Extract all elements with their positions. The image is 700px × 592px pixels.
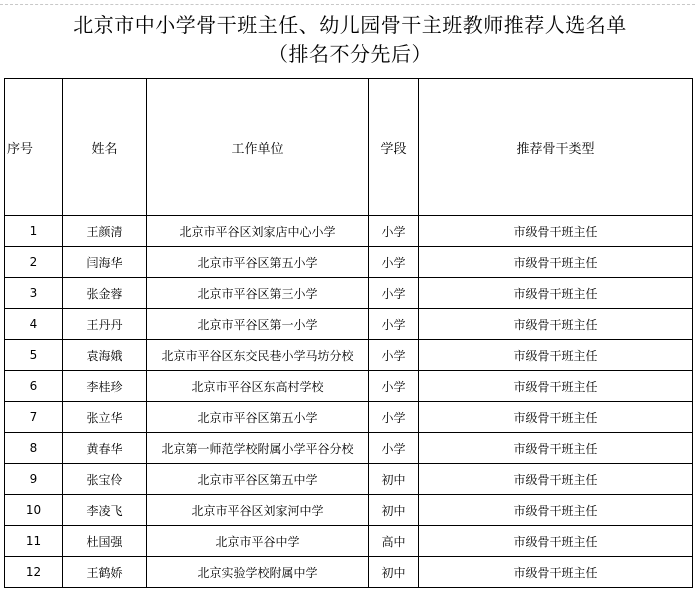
title-block (0, 6, 700, 76)
cell-unit: 北京市平谷区第一小学 (147, 309, 369, 340)
cell-unit: 北京市平谷区东高村学校 (147, 371, 369, 402)
cell-unit: 北京市平谷中学 (147, 526, 369, 557)
header-index: 序号 (5, 79, 63, 216)
cell-index: 8 (5, 433, 63, 464)
table-row (5, 247, 693, 278)
cell-type: 市级骨干班主任 (419, 495, 693, 526)
cell-stage: 小学 (369, 340, 419, 371)
cell-type: 市级骨干班主任 (419, 526, 693, 557)
cell-index: 6 (5, 371, 63, 402)
cell-name: 张立华 (63, 402, 147, 433)
page-right-edge (696, 0, 700, 592)
cell-unit: 北京市平谷区东交民巷小学马坊分校 (147, 340, 369, 371)
cell-unit: 北京市平谷区刘家店中心小学 (147, 216, 369, 247)
cell-name: 李桂珍 (63, 371, 147, 402)
cell-index: 1 (5, 216, 63, 247)
cell-name: 黄春华 (63, 433, 147, 464)
table-row (5, 464, 693, 495)
table-row (5, 371, 693, 402)
cell-stage: 初中 (369, 557, 419, 588)
cell-index: 11 (5, 526, 63, 557)
cell-index: 5 (5, 340, 63, 371)
cell-type: 市级骨干班主任 (419, 278, 693, 309)
cell-stage: 初中 (369, 464, 419, 495)
cell-index: 3 (5, 278, 63, 309)
header-name: 姓名 (63, 79, 147, 216)
cell-type: 市级骨干班主任 (419, 216, 693, 247)
cell-name: 王丹丹 (63, 309, 147, 340)
cell-name: 王鹤娇 (63, 557, 147, 588)
cell-type: 市级骨干班主任 (419, 402, 693, 433)
cell-stage: 小学 (369, 433, 419, 464)
table-header-row (5, 79, 693, 216)
header-stage: 学段 (369, 79, 419, 216)
page-title: 北京市中小学骨干班主任、幼儿园骨干主班教师推荐人选名单 (73, 13, 627, 37)
cell-unit: 北京市平谷区刘家河中学 (147, 495, 369, 526)
table-row (5, 402, 693, 433)
table-row (5, 216, 693, 247)
cell-unit: 北京市平谷区第五小学 (147, 247, 369, 278)
cell-name: 李凌飞 (63, 495, 147, 526)
cell-unit: 北京市平谷区第五中学 (147, 464, 369, 495)
cell-type: 市级骨干班主任 (419, 371, 693, 402)
cell-name: 张宝伶 (63, 464, 147, 495)
cell-stage: 小学 (369, 402, 419, 433)
table-row (5, 340, 693, 371)
cell-unit: 北京市平谷区第三小学 (147, 278, 369, 309)
cell-index: 12 (5, 557, 63, 588)
cell-name: 王颜清 (63, 216, 147, 247)
table-row (5, 309, 693, 340)
cell-unit: 北京第一师范学校附属小学平谷分校 (147, 433, 369, 464)
cell-index: 4 (5, 309, 63, 340)
cell-name: 袁海娥 (63, 340, 147, 371)
cell-type: 市级骨干班主任 (419, 433, 693, 464)
cell-type: 市级骨干班主任 (419, 557, 693, 588)
header-type: 推荐骨干类型 (419, 79, 693, 216)
cell-name: 张金蓉 (63, 278, 147, 309)
cell-unit: 北京市平谷区第五小学 (147, 402, 369, 433)
page-top-edge (0, 0, 700, 5)
table-row (5, 526, 693, 557)
cell-unit: 北京实验学校附属中学 (147, 557, 369, 588)
table-row (5, 495, 693, 526)
table-row (5, 557, 693, 588)
cell-stage: 高中 (369, 526, 419, 557)
cell-stage: 小学 (369, 278, 419, 309)
page-subtitle: （排名不分先后） (268, 42, 432, 66)
cell-index: 9 (5, 464, 63, 495)
cell-name: 闫海华 (63, 247, 147, 278)
cell-stage: 小学 (369, 216, 419, 247)
cell-stage: 初中 (369, 495, 419, 526)
cell-stage: 小学 (369, 247, 419, 278)
header-unit: 工作单位 (147, 79, 369, 216)
cell-stage: 小学 (369, 371, 419, 402)
cell-index: 7 (5, 402, 63, 433)
cell-type: 市级骨干班主任 (419, 340, 693, 371)
table-body (5, 216, 693, 588)
cell-type: 市级骨干班主任 (419, 309, 693, 340)
table-row (5, 278, 693, 309)
nominee-table (4, 78, 693, 588)
table-row (5, 433, 693, 464)
cell-index: 10 (5, 495, 63, 526)
cell-type: 市级骨干班主任 (419, 464, 693, 495)
cell-name: 杜国强 (63, 526, 147, 557)
cell-type: 市级骨干班主任 (419, 247, 693, 278)
cell-index: 2 (5, 247, 63, 278)
cell-stage: 小学 (369, 309, 419, 340)
